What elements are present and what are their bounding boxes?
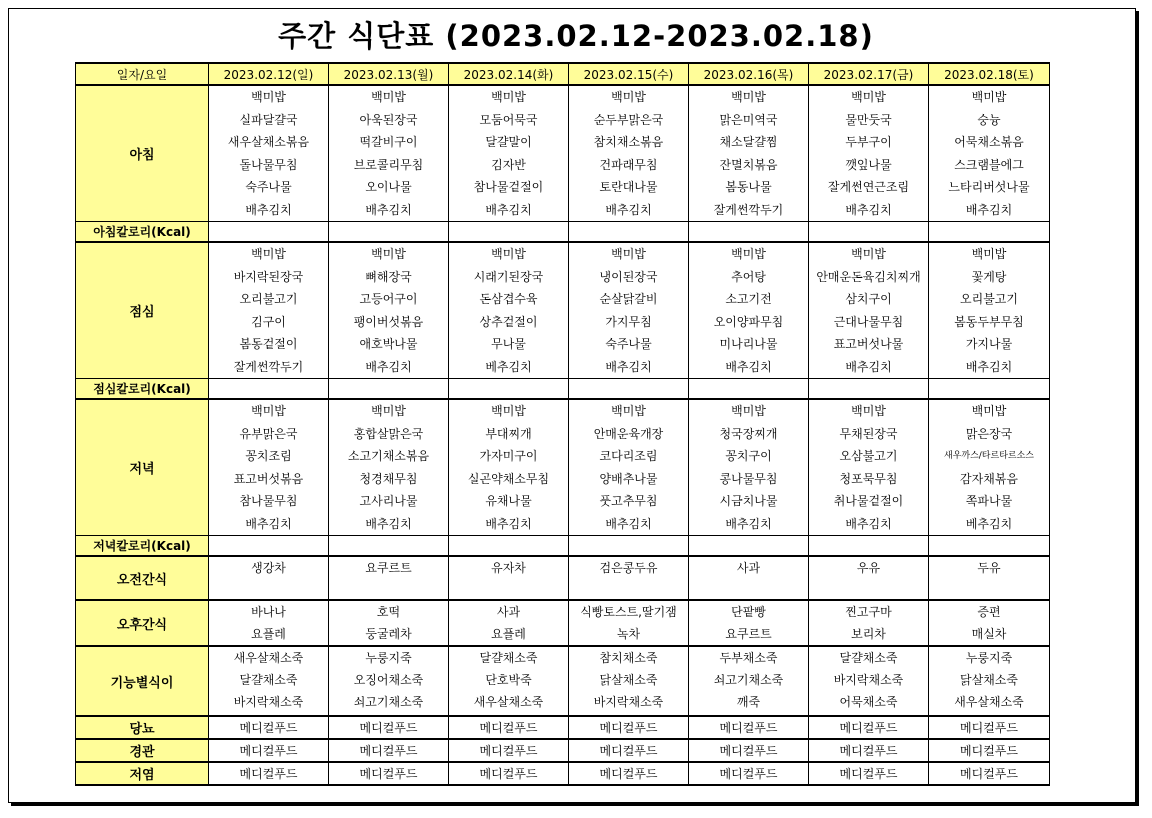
menu-item: 배추김치 (725, 516, 772, 531)
functional-cell (209, 646, 329, 716)
lunch-calorie-row (76, 379, 1050, 400)
dinner-cell (929, 399, 1050, 536)
menu-item: 백미밥 (611, 404, 646, 418)
diet-cell: 메디컬푸드 (329, 762, 449, 785)
breakfast-cell (209, 85, 329, 222)
menu-item: 미나리나물 (719, 337, 778, 351)
menu-item: 달걀채소죽 (479, 651, 538, 665)
menu-item: 배추김치 (245, 516, 292, 531)
menu-item: 청경채무침 (359, 471, 418, 486)
breakfast-calorie-cell (449, 222, 569, 243)
menu-item: 백미밥 (371, 404, 406, 418)
menu-item: 참나물무침 (239, 494, 298, 508)
menu-item: 검은콩두유 (599, 561, 658, 575)
menu-item: 요쿠르트 (365, 561, 412, 575)
menu-item: 두부구이 (845, 135, 892, 149)
menu-item: 단팥빵 (731, 605, 766, 619)
menu-item: 배추김치 (605, 359, 652, 374)
menu-item: 배추김치 (365, 516, 412, 531)
menu-item: 오이나물 (365, 180, 412, 194)
menu-item: 오징어채소죽 (353, 673, 424, 687)
breakfast-cell (809, 85, 929, 222)
breakfast-calorie-cell (209, 222, 329, 243)
diet-cell: 메디컬푸드 (809, 762, 929, 785)
menu-item: 참치채소볶음 (593, 135, 664, 149)
lunch-calorie-cell (449, 379, 569, 400)
breakfast-cell (329, 85, 449, 222)
breakfast-calorie-cell (329, 222, 449, 243)
menu-item: 달걀말이 (485, 135, 532, 149)
menu-item: 숭늉 (977, 112, 1001, 127)
menu-item: 표고버섯볶음 (233, 471, 304, 486)
dinner-calorie-cell (809, 536, 929, 557)
dinner-calorie-cell (929, 536, 1050, 557)
menu-item: 오삼불고기 (839, 449, 898, 463)
menu-item: 백미밥 (251, 90, 286, 104)
menu-item: 봄동나물 (725, 180, 772, 194)
menu-item: 백미밥 (611, 247, 646, 261)
menu-item: 상추겉절이 (479, 314, 538, 329)
afternoon-snack-cell (689, 600, 809, 646)
menu-item: 맑은미역국 (719, 112, 778, 127)
lunch-cell (929, 242, 1050, 379)
diet-cell: 메디컬푸드 (929, 716, 1050, 739)
functional-cell (809, 646, 929, 716)
morning-snack-cell (329, 556, 449, 600)
menu-item: 잘게썬깍두기 (233, 359, 304, 374)
dinner-calorie-cell (209, 536, 329, 557)
menu-item: 백미밥 (851, 90, 886, 104)
menu-item: 배추김치 (245, 202, 292, 217)
menu-item: 소고기채소볶음 (347, 449, 430, 463)
header-day: 2023.02.16(목) (689, 63, 809, 85)
lunch-row (76, 242, 1050, 379)
menu-item: 배추김치 (725, 359, 772, 374)
diet-cell: 메디컬푸드 (449, 762, 569, 785)
menu-item: 참치채소죽 (599, 651, 658, 665)
menu-item: 꽁치조림 (245, 449, 292, 463)
menu-item: 백미밥 (731, 247, 766, 261)
page-title: 주간 식단표 (2023.02.12-2023.02.18) (278, 19, 874, 53)
menu-item: 가지나물 (965, 337, 1013, 351)
menu-item: 배추김치 (485, 516, 532, 531)
menu-item: 식빵토스트,딸기잼 (580, 605, 677, 619)
menu-item: 배추김치 (485, 202, 532, 217)
dinner-calorie-cell (689, 536, 809, 557)
menu-item: 매실차 (971, 627, 1007, 641)
menu-item: 건파래무침 (599, 157, 658, 172)
dinner-label: 저녁 (76, 399, 209, 536)
menu-item: 바지락채소죽 (233, 695, 304, 709)
morning-snack-row (76, 556, 1050, 600)
menu-item: 생강차 (251, 561, 286, 575)
breakfast-calorie-cell (569, 222, 689, 243)
dinner-calorie-row (76, 536, 1050, 557)
menu-item: 오리불고기 (960, 292, 1018, 306)
afternoon-snack-cell (449, 600, 569, 646)
menu-item: 봄동두부무침 (954, 314, 1024, 329)
menu-item: 가지무침 (605, 314, 652, 329)
lunch-calorie-cell (209, 379, 329, 400)
morning-snack-cell (209, 556, 329, 600)
menu-item: 오리불고기 (239, 292, 298, 306)
dinner-calorie-cell (329, 536, 449, 557)
diet-row (76, 716, 1050, 739)
diet-cell: 메디컬푸드 (449, 716, 569, 739)
dinner-cell (809, 399, 929, 536)
menu-item: 단호박죽 (485, 673, 532, 687)
breakfast-calorie-row (76, 222, 1050, 243)
afternoon-snack-cell (929, 600, 1050, 646)
menu-item: 순두부맑은국 (593, 112, 664, 127)
menu-item: 소고기전 (725, 292, 772, 306)
menu-item: 무나물 (491, 337, 526, 351)
menu-item: 백미밥 (491, 247, 526, 261)
menu-item: 브로콜리무침 (353, 157, 424, 172)
meal-plan-table (75, 62, 1050, 786)
morning-snack-cell (449, 556, 569, 600)
morning-snack-label: 오전간식 (76, 556, 209, 600)
menu-item: 쇠고기채소죽 (353, 695, 424, 709)
diet-cell: 메디컬푸드 (689, 716, 809, 739)
menu-item: 백미밥 (731, 90, 766, 104)
menu-item: 쪽파나물 (965, 494, 1013, 508)
menu-item: 근대나물무침 (833, 314, 904, 329)
menu-item: 백미밥 (971, 247, 1007, 261)
lunch-cell (689, 242, 809, 379)
menu-item: 봄동겉절이 (239, 337, 298, 351)
morning-snack-cell (809, 556, 929, 600)
menu-item: 느타리버섯나물 (948, 180, 1030, 194)
menu-item: 증편 (977, 605, 1001, 619)
menu-item: 백미밥 (251, 404, 286, 418)
menu-item: 백미밥 (251, 247, 286, 261)
menu-item: 꽁치구이 (725, 449, 772, 463)
menu-item: 백미밥 (371, 90, 406, 104)
menu-item: 배추김치 (965, 202, 1013, 217)
functional-cell (929, 646, 1050, 716)
header-row (76, 63, 1050, 85)
afternoon-snack-cell (809, 600, 929, 646)
menu-item: 고사리나물 (359, 494, 418, 508)
breakfast-calorie-label: 아침칼로리(Kcal) (76, 222, 209, 243)
lunch-calorie-label: 점심칼로리(Kcal) (76, 379, 209, 400)
header-day: 2023.02.15(수) (569, 63, 689, 85)
diet-cell: 메디컬푸드 (929, 739, 1050, 762)
menu-item: 닭살채소죽 (960, 673, 1018, 687)
dinner-row (76, 399, 1050, 536)
menu-item: 새우까스/타르타르소스 (944, 451, 1034, 461)
menu-item: 새우살채소죽 (954, 695, 1024, 709)
diet-cell: 메디컬푸드 (329, 716, 449, 739)
menu-item: 쇠고기채소죽 (713, 673, 784, 687)
diet-label: 당뇨 (76, 716, 209, 739)
functional-cell (569, 646, 689, 716)
lunch-cell (809, 242, 929, 379)
menu-item: 새우살채소죽 (233, 651, 304, 665)
menu-item: 돈삼겹수육 (479, 292, 538, 306)
diet-cell: 메디컬푸드 (209, 739, 329, 762)
menu-item: 찐고구마 (845, 605, 892, 619)
menu-item: 배추김치 (965, 359, 1013, 374)
menu-item: 베추김치 (485, 359, 532, 374)
menu-item: 부대찌개 (485, 426, 532, 441)
dinner-cell (209, 399, 329, 536)
menu-item: 베추김치 (965, 516, 1013, 531)
lunch-calorie-cell (809, 379, 929, 400)
menu-item: 실파달걀국 (239, 112, 298, 127)
dinner-cell (449, 399, 569, 536)
breakfast-cell (569, 85, 689, 222)
diet-row (76, 739, 1050, 762)
lunch-calorie-cell (689, 379, 809, 400)
lunch-cell (209, 242, 329, 379)
menu-item: 안매운육개장 (593, 426, 664, 441)
functional-row (76, 646, 1050, 716)
diet-cell: 메디컬푸드 (689, 762, 809, 785)
menu-item: 배추김치 (845, 359, 892, 374)
header-day: 2023.02.18(토) (929, 63, 1050, 85)
breakfast-calorie-cell (809, 222, 929, 243)
menu-item: 보리차 (851, 627, 886, 641)
morning-snack-cell (929, 556, 1050, 600)
menu-item: 떡갈비구이 (359, 135, 418, 149)
menu-item: 추어탕 (731, 269, 766, 284)
menu-item: 어묵채소볶음 (954, 135, 1024, 149)
breakfast-calorie-cell (689, 222, 809, 243)
dinner-calorie-label: 저녁칼로리(Kcal) (76, 536, 209, 557)
menu-item: 배추김치 (605, 202, 652, 217)
menu-item: 물만둣국 (845, 112, 892, 127)
dinner-cell (569, 399, 689, 536)
menu-item: 백미밥 (491, 90, 526, 104)
diet-cell: 메디컬푸드 (689, 739, 809, 762)
menu-item: 고등어구이 (359, 292, 418, 306)
afternoon-snack-cell (209, 600, 329, 646)
dinner-calorie-cell (569, 536, 689, 557)
menu-item: 바지락된장국 (233, 269, 304, 284)
menu-item: 달걀채소죽 (239, 673, 298, 687)
menu-item: 백미밥 (491, 404, 526, 418)
menu-item: 청국장찌개 (719, 426, 778, 441)
lunch-cell (329, 242, 449, 379)
diet-cell: 메디컬푸드 (569, 762, 689, 785)
menu-item: 아욱된장국 (359, 112, 418, 127)
menu-item: 호떡 (376, 605, 401, 619)
menu-item: 잘게썬깍두기 (713, 202, 784, 217)
menu-item: 냉이된장국 (599, 269, 658, 284)
lunch-calorie-cell (929, 379, 1050, 400)
breakfast-cell (689, 85, 809, 222)
afternoon-snack-label: 오후간식 (76, 600, 209, 646)
menu-item: 무채된장국 (839, 426, 898, 441)
menu-item: 실곤약채소무침 (467, 471, 550, 486)
menu-item: 안매운돈육김치찌개 (816, 269, 921, 284)
breakfast-cell (929, 85, 1050, 222)
menu-item: 유자차 (491, 561, 526, 575)
afternoon-snack-cell (569, 600, 689, 646)
menu-item: 요플레 (491, 627, 526, 641)
diet-cell: 메디컬푸드 (329, 739, 449, 762)
diet-cell: 메디컬푸드 (569, 716, 689, 739)
functional-cell (689, 646, 809, 716)
breakfast-cell (449, 85, 569, 222)
menu-item: 배추김치 (365, 359, 412, 374)
menu-item: 표고버섯나물 (833, 337, 904, 351)
menu-item: 가자미구이 (479, 449, 538, 463)
menu-item: 새우살채소볶음 (227, 135, 310, 149)
menu-item: 채소달걀찜 (719, 135, 778, 149)
menu-item: 돌나물무침 (239, 157, 298, 172)
diet-cell: 메디컬푸드 (809, 716, 929, 739)
menu-item: 시래기된장국 (473, 269, 544, 284)
dinner-calorie-cell (449, 536, 569, 557)
menu-item: 깨죽 (736, 695, 761, 709)
menu-item: 잘게썬연근조림 (827, 180, 910, 194)
menu-item: 뼈해장국 (365, 269, 412, 284)
functional-cell (329, 646, 449, 716)
header-day: 2023.02.12(일) (209, 63, 329, 85)
diet-cell: 메디컬푸드 (929, 762, 1050, 785)
menu-item: 백미밥 (611, 90, 646, 104)
functional-cell (449, 646, 569, 716)
menu-item: 시금치나물 (719, 494, 778, 508)
menu-item: 팽이버섯볶음 (353, 314, 424, 329)
menu-item: 누룽지죽 (365, 651, 412, 665)
lunch-cell (569, 242, 689, 379)
menu-item: 오이양파무침 (713, 314, 784, 329)
menu-item: 콩나물무침 (719, 471, 778, 486)
menu-item: 바나나 (251, 605, 286, 619)
menu-item: 코다리조림 (599, 449, 658, 463)
menu-item: 새우살채소죽 (473, 695, 544, 709)
diet-label: 저염 (76, 762, 209, 785)
menu-item: 애호박나물 (359, 337, 418, 351)
menu-item: 배추김치 (845, 516, 892, 531)
menu-item: 토란대나물 (599, 180, 658, 194)
diet-cell: 메디컬푸드 (449, 739, 569, 762)
afternoon-snack-cell (329, 600, 449, 646)
menu-item: 맑은장국 (965, 426, 1013, 441)
diet-label: 경관 (76, 739, 209, 762)
diet-cell: 메디컬푸드 (809, 739, 929, 762)
menu-item: 녹차 (616, 627, 641, 641)
diet-cell: 메디컬푸드 (209, 762, 329, 785)
menu-item: 백미밥 (851, 247, 886, 261)
menu-item: 숙주나물 (245, 180, 292, 194)
menu-item: 참나물겉절이 (473, 180, 544, 194)
menu-item: 홍합살맑은국 (353, 426, 424, 441)
menu-item: 달걀채소죽 (839, 651, 898, 665)
functional-label: 기능별식이 (76, 646, 209, 716)
morning-snack-cell (689, 556, 809, 600)
menu-item: 우유 (856, 561, 881, 575)
dinner-cell (329, 399, 449, 536)
menu-item: 백미밥 (731, 404, 766, 418)
menu-item: 사과 (736, 561, 761, 575)
menu-item: 유채나물 (485, 494, 532, 508)
menu-item: 백미밥 (971, 90, 1007, 104)
menu-item: 청포묵무침 (839, 471, 898, 486)
menu-item: 닭살채소죽 (599, 673, 658, 687)
menu-item: 요쿠르트 (725, 627, 772, 641)
menu-item: 김구이 (251, 314, 286, 329)
breakfast-calorie-cell (929, 222, 1050, 243)
lunch-calorie-cell (569, 379, 689, 400)
menu-item: 백미밥 (851, 404, 886, 418)
morning-snack-cell (569, 556, 689, 600)
header-label: 일자/요일 (76, 63, 209, 85)
menu-item: 두부채소죽 (719, 651, 778, 665)
menu-item: 배추김치 (845, 202, 892, 217)
menu-item: 감자채볶음 (960, 471, 1018, 486)
breakfast-label: 아침 (76, 85, 209, 222)
menu-item: 숙주나물 (605, 337, 652, 351)
menu-item: 사과 (496, 605, 521, 619)
menu-item: 요플레 (251, 627, 286, 641)
menu-item: 어묵채소죽 (839, 695, 898, 709)
diet-cell: 메디컬푸드 (209, 716, 329, 739)
header-day: 2023.02.13(월) (329, 63, 449, 85)
menu-item: 삼치구이 (845, 292, 892, 306)
menu-item: 모둠어묵국 (479, 112, 538, 127)
lunch-calorie-cell (329, 379, 449, 400)
lunch-cell (449, 242, 569, 379)
header-day: 2023.02.14(화) (449, 63, 569, 85)
breakfast-row (76, 85, 1050, 222)
menu-item: 순살닭갈비 (599, 292, 658, 306)
dinner-cell (689, 399, 809, 536)
menu-item: 두유 (977, 561, 1001, 575)
menu-item: 배추김치 (365, 202, 412, 217)
afternoon-snack-row (76, 600, 1050, 646)
menu-item: 유부맑은국 (239, 426, 298, 441)
menu-item: 양배추나물 (599, 471, 658, 486)
header-day: 2023.02.17(금) (809, 63, 929, 85)
menu-item: 바지락채소죽 (593, 695, 664, 709)
menu-item: 스크램블에그 (954, 157, 1024, 172)
menu-item: 바지락채소죽 (833, 673, 904, 687)
menu-item: 풋고추무침 (599, 494, 658, 508)
menu-item: 깻잎나물 (845, 157, 892, 172)
menu-item: 백미밥 (971, 404, 1007, 418)
menu-item: 배추김치 (605, 516, 652, 531)
menu-item: 누룽지죽 (965, 651, 1013, 665)
lunch-label: 점심 (76, 242, 209, 379)
menu-item: 김자반 (491, 157, 526, 172)
menu-item: 잔멸치볶음 (719, 157, 778, 172)
menu-item: 둥굴레차 (365, 627, 412, 641)
diet-row (76, 762, 1050, 785)
diet-cell: 메디컬푸드 (569, 739, 689, 762)
menu-item: 백미밥 (371, 247, 406, 261)
menu-item: 취나물겉절이 (833, 494, 904, 508)
menu-item: 꽃게탕 (971, 269, 1007, 284)
